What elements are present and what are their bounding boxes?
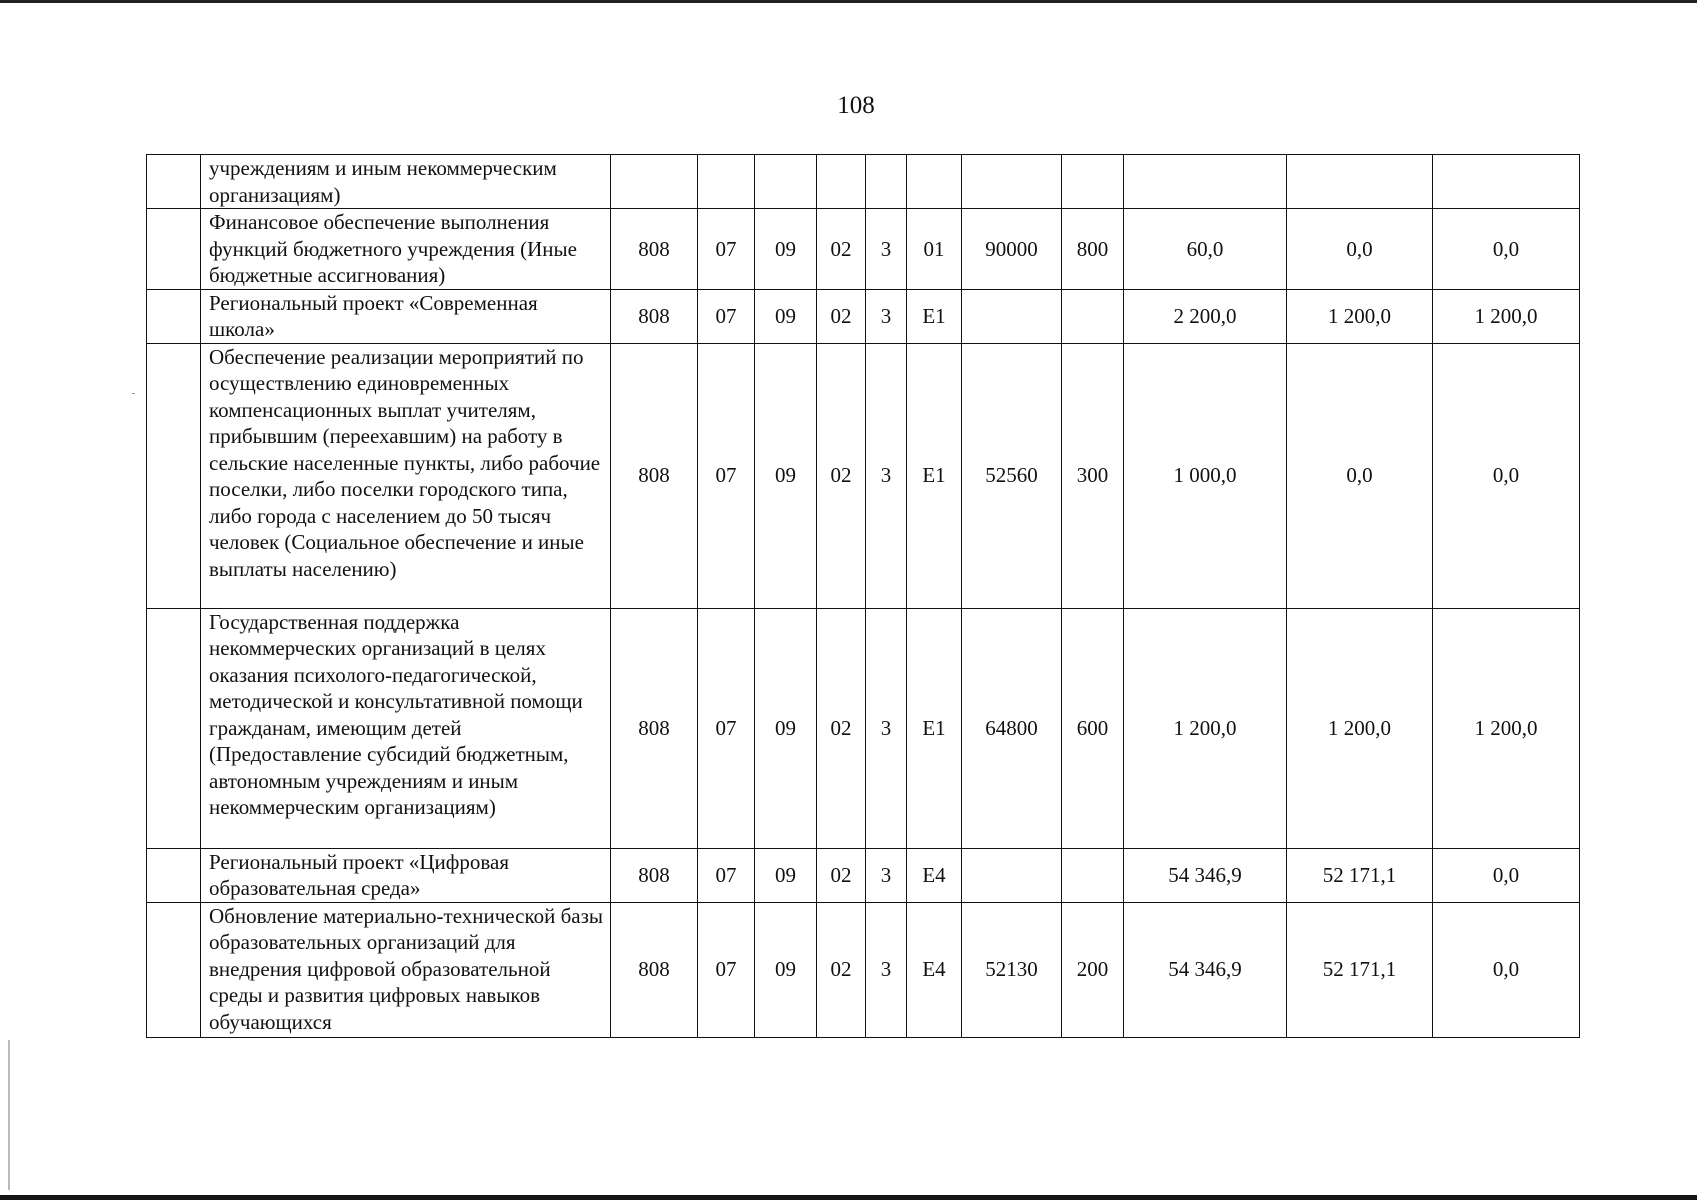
table-row [147,848,1580,902]
section-code-cell: 07 [698,343,755,608]
row-number-cell [147,902,201,1037]
direction-code-cell: 52130 [962,902,1062,1037]
amount-year-2-cell: 52 171,1 [1287,902,1433,1037]
amount-year-2-cell: 0,0 [1287,209,1433,290]
scan-speck [132,393,135,394]
amount-year-2-cell: 52 171,1 [1287,848,1433,902]
activity-code-cell [907,155,962,209]
amount-year-1-cell: 2 200,0 [1124,289,1287,343]
row-number-cell [147,289,201,343]
activity-code-cell: E1 [907,608,962,848]
table-row [147,155,1580,209]
row-number-cell [147,608,201,848]
scan-edge-bottom [0,1195,1697,1200]
amount-year-1-cell: 54 346,9 [1124,848,1287,902]
amount-year-3-cell [1433,155,1580,209]
section-code-cell [698,155,755,209]
amount-year-2-cell: 1 200,0 [1287,608,1433,848]
subprogram-code-cell: 3 [866,343,907,608]
table-row [147,209,1580,290]
subsection-code-cell [755,155,817,209]
program-code-cell: 02 [817,289,866,343]
amount-year-2-cell [1287,155,1433,209]
direction-code-cell [962,155,1062,209]
expense-type-cell [1062,289,1124,343]
activity-code-cell: E4 [907,848,962,902]
row-name-cell: Региональный проект «Современная школа» [201,289,611,343]
program-code-cell: 02 [817,848,866,902]
row-number-cell [147,848,201,902]
section-code-cell: 07 [698,902,755,1037]
activity-code-cell: 01 [907,209,962,290]
ved-code-cell: 808 [611,343,698,608]
amount-year-2-cell: 1 200,0 [1287,289,1433,343]
scan-edge-left [8,1040,10,1190]
table-row [147,289,1580,343]
ved-code-cell: 808 [611,848,698,902]
activity-code-cell: E1 [907,343,962,608]
ved-code-cell: 808 [611,209,698,290]
row-name-cell: Государственная поддержка некоммерческих организаций в целях оказания психолого-педагогической, методической и консультативной помощи гражданам, имеющим детей (Предоставление субсидий бюджетным, автономным учреждениям и иным некоммерческим организациям) [201,608,611,848]
section-code-cell: 07 [698,608,755,848]
amount-year-3-cell: 0,0 [1433,209,1580,290]
direction-code-cell [962,848,1062,902]
activity-code-cell: E1 [907,289,962,343]
ved-code-cell [611,155,698,209]
program-code-cell: 02 [817,902,866,1037]
section-code-cell: 07 [698,289,755,343]
amount-year-3-cell: 0,0 [1433,848,1580,902]
page-number: 108 [837,92,875,119]
row-name-cell: Обеспечение реализации мероприятий по осуществлению единовременных компенсационных выплат учителям, прибывшим (переехавшим) на работу в сельские населенные пункты, либо рабочие поселки, либо поселки городского типа, либо города с населением до 50 тысяч человек (Социальное обеспечение и иные выплаты населению) [201,343,611,608]
row-name-cell: Обновление материально-технической базы образовательных организаций для внедрения цифровой образовательной среды и развития цифровых навыков обучающихся [201,902,611,1037]
activity-code-cell: E4 [907,902,962,1037]
amount-year-3-cell: 1 200,0 [1433,289,1580,343]
expense-type-cell [1062,155,1124,209]
subprogram-code-cell: 3 [866,608,907,848]
row-number-cell [147,155,201,209]
direction-code-cell: 52560 [962,343,1062,608]
amount-year-3-cell: 0,0 [1433,343,1580,608]
amount-year-1-cell: 1 200,0 [1124,608,1287,848]
row-name-cell: учреждениям и иным некоммерческим организациям) [201,155,611,209]
subsection-code-cell: 09 [755,608,817,848]
scan-edge-top [0,0,1697,3]
table-row [147,902,1580,1037]
amount-year-3-cell: 1 200,0 [1433,608,1580,848]
expense-type-cell: 200 [1062,902,1124,1037]
expense-type-cell: 600 [1062,608,1124,848]
subsection-code-cell: 09 [755,902,817,1037]
expense-type-cell: 800 [1062,209,1124,290]
subsection-code-cell: 09 [755,848,817,902]
amount-year-2-cell: 0,0 [1287,343,1433,608]
amount-year-1-cell [1124,155,1287,209]
subprogram-code-cell: 3 [866,848,907,902]
subprogram-code-cell: 3 [866,902,907,1037]
amount-year-1-cell: 60,0 [1124,209,1287,290]
subsection-code-cell: 09 [755,289,817,343]
amount-year-1-cell: 1 000,0 [1124,343,1287,608]
program-code-cell: 02 [817,343,866,608]
ved-code-cell: 808 [611,902,698,1037]
direction-code-cell [962,289,1062,343]
direction-code-cell: 64800 [962,608,1062,848]
section-code-cell: 07 [698,209,755,290]
program-code-cell: 02 [817,209,866,290]
subprogram-code-cell [866,155,907,209]
row-name-cell: Региональный проект «Цифровая образовательная среда» [201,848,611,902]
amount-year-1-cell: 54 346,9 [1124,902,1287,1037]
expense-type-cell: 300 [1062,343,1124,608]
budget-table [146,154,1580,1038]
row-number-cell [147,343,201,608]
amount-year-3-cell: 0,0 [1433,902,1580,1037]
ved-code-cell: 808 [611,608,698,848]
ved-code-cell: 808 [611,289,698,343]
table-row [147,608,1580,848]
program-code-cell [817,155,866,209]
row-name-cell: Финансовое обеспечение выполнения функций бюджетного учреждения (Иные бюджетные ассигнования) [201,209,611,290]
section-code-cell: 07 [698,848,755,902]
direction-code-cell: 90000 [962,209,1062,290]
subprogram-code-cell: 3 [866,209,907,290]
expense-type-cell [1062,848,1124,902]
program-code-cell: 02 [817,608,866,848]
subsection-code-cell: 09 [755,209,817,290]
row-number-cell [147,209,201,290]
subprogram-code-cell: 3 [866,289,907,343]
subsection-code-cell: 09 [755,343,817,608]
table-row [147,343,1580,608]
